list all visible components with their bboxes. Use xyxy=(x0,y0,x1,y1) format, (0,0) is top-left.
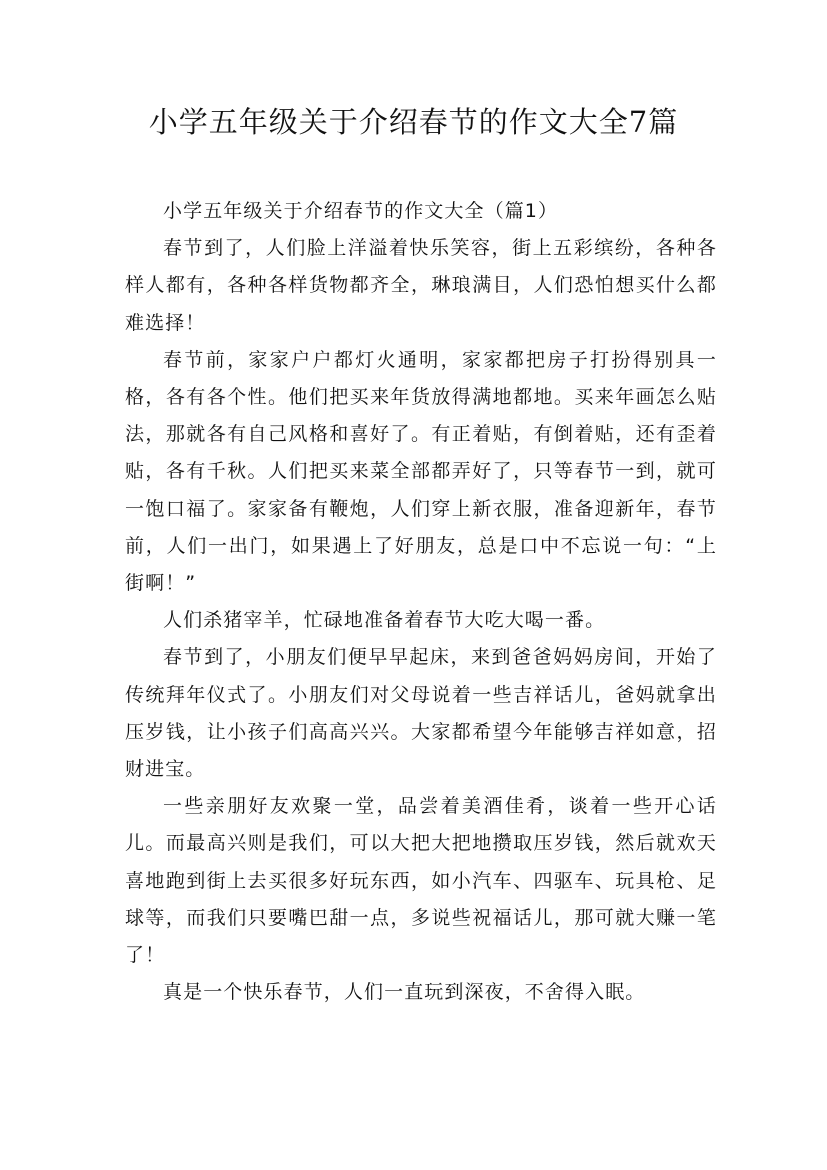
paragraph-5: 一些亲朋好友欢聚一堂，品尝着美酒佳肴，谈着一些开心话儿。而最高兴则是我们，可以大把大把地攒取压岁钱，然后就欢天喜地跑到街上去买很多好玩东西，如小汽车、四驱车、玩具枪、足球等，而我们只要嘴巴甜一点，多说些祝福话儿，那可就大赚一笔了！ xyxy=(125,795,717,967)
paragraph-2: 春节前，家家户户都灯火通明，家家都把房子打扮得别具一格，各有各个性。他们把买来年货放得满地都地。买来年画怎么贴法，那就各有自己风格和喜好了。有正着贴，有倒着贴，还有歪着贴，各有千秋。人们把买来菜全部都弄好了，只等春节一到，就可一饱口福了。家家备有鞭炮，人们穿上新衣服，准备迎新年，春节前，人们一出门，如果遇上了好朋友，总是口中不忘说一句：“上街啊！” xyxy=(125,348,717,595)
paragraph-3: 人们杀猪宰羊，忙碌地准备着春节大吃大喝一番。 xyxy=(163,609,606,632)
paragraph-6: 真是一个快乐春节，人们一直玩到深夜，不舍得入眠。 xyxy=(163,981,646,1004)
document-body xyxy=(125,193,717,1011)
paragraph-4: 春节到了，小朋友们便早早起床，来到爸爸妈妈房间，开始了传统拜年仪式了。小朋友们对父母说着一些吉祥话儿，爸妈就拿出压岁钱，让小孩子们高高兴兴。大家都希望今年能够吉祥如意，招财进宝。 xyxy=(125,646,717,781)
document-title: 小学五年级关于介绍春节的作文大全7篇 xyxy=(148,105,679,139)
paragraph-1: 春节到了，人们脸上洋溢着快乐笑容，街上五彩缤纷，各种各样人都有，各种各样货物都齐全，琳琅满目，人们恐怕想买什么都难选择！ xyxy=(125,237,717,334)
section-heading: 小学五年级关于介绍春节的作文大全（篇1） xyxy=(163,200,559,222)
